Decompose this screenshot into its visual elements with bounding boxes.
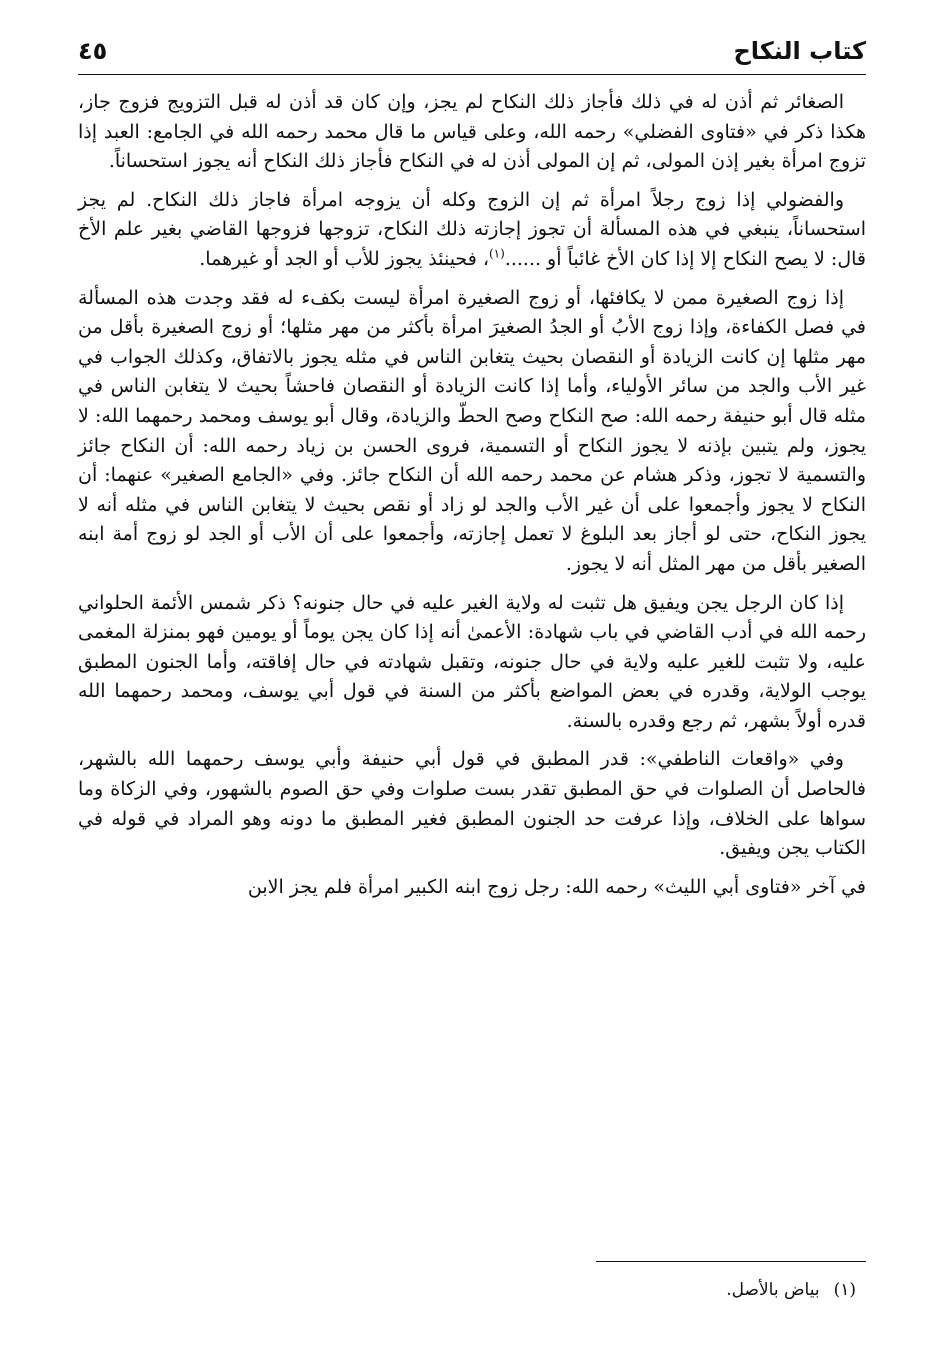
footnote-text: بياض بالأصل. — [726, 1280, 820, 1300]
paragraph-6: في آخر «فتاوى أبي الليث» رحمه الله: رجل زوج ابنه الكبير امرأة فلم يجز الابن — [247, 875, 866, 898]
paragraph-4: إذا كان الرجل يجن ويفيق هل تثبت له ولاية الغير عليه في حال جنونه؟ ذكر شمس الأئمة الحلواني رحمه الله في أدب القاضي في باب شهادة: الأعمىٰ أنه إذا كان يجن يوماً أو يومين فهو بمنزلة المغمى عليه، ولا تثبت للغير عليه ولاية في حال جنونه، وتقبل شهادته في حال إفاقته، وأما الجنون المطبق يوجب الولاية، وقدره في بعض المواضع بأكثر من السنة في قول أبي يوسف، ومحمد رحمهما الله قدره أولاً بشهر، ثم رجع وقدره بالسنة. — [78, 591, 866, 732]
paragraph-1: الصغائر ثم أذن له في ذلك فأجاز ذلك النكاح لم يجز، وإن كان قد أذن له قبل التزويج فزوج جاز، هكذا ذكر في «فتاوى الفضلي» رحمه الله، وعلى قياس ما قال محمد رحمه الله في الجامع: العبد إذا تزوج امرأة بغير إذن المولى، ثم إن المولى أذن له في النكاح فأجاز ذلك النكاح أنه يجوز استحساناً. — [78, 91, 866, 173]
page-header — [78, 28, 866, 75]
footnote-divider — [596, 1261, 866, 1262]
paragraph-5: وفي «واقعات الناطفي»: قدر المطبق في قول أبي حنيفة وأبي يوسف رحمهما الله بالشهر، فالحاصل أن الصلوات في حق المطبق تقدر بست صلوات وفي حق الصوم بالشهور، وفي الزكاة وما سواها على الخلاف، وإذا عرفت حد الجنون المطبق فغير المطبق ما دونه وهو المراد في قوله في الكتاب يجن ويفيق. — [78, 748, 866, 860]
footnote-marker: (١) — [833, 1280, 856, 1300]
paragraph-3: إذا زوج الصغيرة ممن لا يكافئها، أو زوج الصغيرة امرأة ليست بكفء له فقد وجدت هذه المسألة في فصل الكفاءة، وإذا زوج الأبُ أو الجدُ الصغيرَ امرأة بأكثر من مهر مثلها؛ أو زوج الصغيرة بأقل من مهر مثلها إن كانت الزيادة أو النقصان بحيث يتغابن الناس في مثله يجوز بالاتفاق، وكذلك الجواب في غير الأب والجد من سائر الأولياء، وأما إذا كانت الزيادة أو النقصان فاحشاً بحيث لا يتغابن الناس في مثله قال أبو حنيفة رحمه الله: صح النكاح وصح الحطّ والزيادة، وقال أبو يوسف ومحمد رحمهما الله: لا يجوز، ولم يتبين بإذنه لا يجوز النكاح أو التسمية، فروى الحسن بن زياد رحمه الله: أن النكاح جائز والتسمية لا تجوز، وذكر هشام عن محمد رحمه الله أن النكاح جائز. وفي «الجامع الصغير» عنهما: أن النكاح لا يجوز وأجمعوا على أن غير الأب والجد لو زاد أو نقص بحيث لا يتغابن الناس في مثله أنه لا يجوز النكاح، حتى لو أجاز بعد البلوغ لا تعمل إجازته، وأجمعوا على أن الأب أو الجد لو زوج أمة ابنه الصغير بأقل من مهر المثل أنه لا يجوز. — [78, 286, 866, 575]
page-number: ٤٥ — [78, 37, 108, 65]
footnote — [78, 1278, 856, 1302]
footnote-reference: (١) — [488, 246, 505, 261]
running-title: كتاب النكاح — [733, 37, 866, 65]
main-text — [78, 88, 866, 911]
paragraph-2 — [78, 186, 866, 275]
paragraph-2-tail: ، فحينئذ يجوز للأب أو الجد أو غيرهما. — [199, 247, 489, 270]
paragraph-2-text: والفضولي إذا زوج رجلاً امرأة ثم إن الزوج وكله أن يزوجه امرأة فاجاز ذلك النكاح. لم يجز استحساناً، ينبغي في هذه المسألة أن تجوز إجازته ذلك النكاح، تزوجها فزوجها القاضي بغير علم الأخ قال: لا يصح النكاح إلا إذا كان الأخ غائباً أو ...... — [78, 188, 866, 270]
